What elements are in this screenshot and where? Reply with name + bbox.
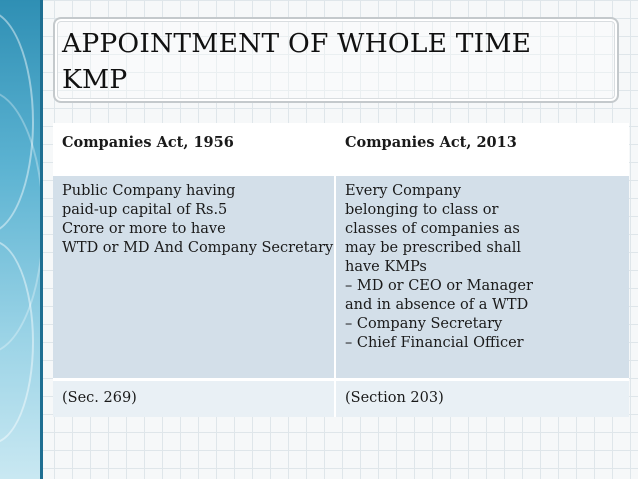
side-band-edge [40, 0, 43, 479]
cell-2013-section: (Section 203) [335, 381, 629, 417]
table-header-row [53, 123, 629, 173]
table-row-requirements [53, 176, 629, 378]
slide-title-line-1: APPOINTMENT OF WHOLE TIME [62, 28, 532, 59]
cell-line: may be prescribed shall [345, 240, 522, 256]
cell-line: Crore or more to have [62, 221, 226, 237]
decorative-side-band [0, 0, 40, 479]
cell-line: and in absence of a WTD [345, 297, 529, 313]
cell-line: paid-up capital of Rs.5 [62, 202, 228, 218]
cell-line: Public Company having [62, 183, 236, 199]
header-1956: Companies Act, 1956 [62, 134, 234, 151]
cell-line: – Company Secretary [345, 316, 503, 332]
cell-1956-section: (Sec. 269) [62, 390, 137, 406]
comparison-table [53, 123, 629, 417]
slide-title-line-2: KMP [62, 64, 128, 95]
cell-1956-requirement [53, 176, 335, 378]
slide-title [62, 26, 602, 98]
cell-line: WTD or MD And Company Secretary [62, 240, 334, 256]
table-row-sections [53, 381, 629, 417]
cell-line: belonging to class or [345, 202, 499, 218]
cell-line: classes of companies as [345, 221, 520, 237]
header-2013: Companies Act, 2013 [335, 123, 629, 173]
cell-line: – Chief Financial Officer [345, 335, 524, 351]
cell-line: have KMPs [345, 259, 427, 275]
cell-line: Every Company [345, 183, 462, 199]
cell-line: – MD or CEO or Manager [345, 278, 533, 294]
cell-2013-requirement [335, 176, 629, 378]
